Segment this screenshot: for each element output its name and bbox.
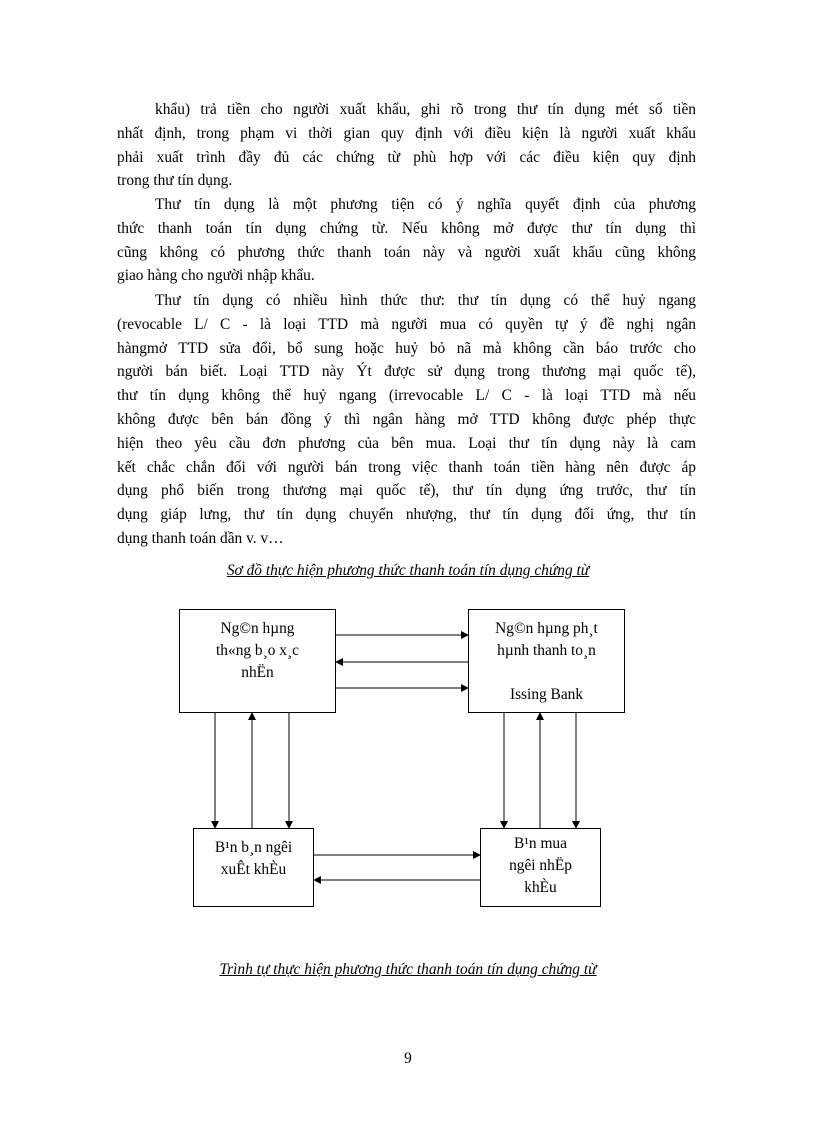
text-line: không được bên bán đồng ý thì ngân hàng mở TTD không được phép thực bbox=[117, 410, 696, 428]
text-line: cũng không có phương thức thanh toán này và người xuất khẩu cũng không bbox=[117, 243, 696, 261]
text-line: trong thư tín dụng. bbox=[117, 172, 233, 190]
text-line: dụng giáp lưng, thư tín dụng chuyển nhượng, thư tín dụng đối ứng, thư tín bbox=[117, 506, 696, 524]
issuing-bank-box bbox=[468, 609, 625, 713]
text-line: nhất định, trong phạm vi thời gian quy định với điều kiện là người xuất khẩu bbox=[117, 124, 696, 142]
box-line: Issing Bank bbox=[509, 686, 584, 703]
text-line: dụng phổ biến trong thương mại quốc tế), thư tín dụng ứng trước, thư tín bbox=[117, 482, 696, 500]
diagram-title: Sơ đồ thực hiện phương thức thanh toán tín dụng chứng từ bbox=[226, 562, 590, 579]
box-line: B¹n mua bbox=[514, 835, 567, 852]
text-line: giao hàng cho người nhập khẩu. bbox=[117, 267, 315, 285]
box-line: nhËn bbox=[241, 664, 274, 681]
text-line: dụng thanh toán dần v. v… bbox=[117, 529, 284, 547]
text-line: Thư tín dụng là một phương tiện có ý nghĩa quyết định của phương bbox=[155, 196, 696, 213]
text-line: phải xuất trình đầy đủ các chứng từ phù hợp với các điều kiện quy định bbox=[117, 148, 696, 166]
text-line: hàngmở TTD sửa đổi, bổ sung hoặc huỷ bỏ nã mà không cần báo trước cho bbox=[117, 339, 696, 357]
text-line: (revocable L/ C - là loại TTD mà người mua có quyền tự ý đề nghị ngân bbox=[117, 315, 696, 333]
text-line: thư tín dụng không thể huỷ ngang (irrevocable L/ C - là loại TTD mà nếu bbox=[117, 387, 696, 405]
text-line: người bán biết. Loại TTD này Ýt được sử dụng trong thương mại quốc tế), bbox=[117, 363, 696, 381]
box-line: th«ng b¸o x¸c bbox=[216, 642, 299, 659]
text-line: hiện theo yêu cầu đơn phương của bên mua. Loại thư tín dụng này là cam bbox=[117, 434, 696, 452]
box-line: xuÊt khÈu bbox=[220, 861, 287, 878]
text-line: thức thanh toán tín dụng chứng từ. Nếu không mở được thư tín dụng thì bbox=[117, 219, 696, 237]
box-line: khÈu bbox=[524, 879, 557, 896]
text-line: Thư tín dụng có nhiều hình thức thư: thư tín dụng có thể huỷ ngang bbox=[155, 292, 696, 309]
box-line: B¹n b¸n ngêi bbox=[214, 839, 293, 856]
box-line: ngêi nhËp bbox=[509, 857, 572, 874]
text-line: kết chắc chắn đối với người bán trong việc thanh toán tiền hàng nên được áp bbox=[117, 458, 696, 476]
exporter-box bbox=[193, 828, 314, 907]
box-line: hµnh thanh to¸n bbox=[497, 642, 596, 659]
diagram-footer-caption: Trình tự thực hiện phương thức thanh toán tín dụng chứng từ bbox=[219, 961, 597, 978]
box-line bbox=[469, 662, 624, 684]
box-line: Ng©n hµng bbox=[220, 620, 295, 637]
text-line: khẩu) trả tiền cho người xuất khẩu, ghi rõ trong thư tín dụng mét số tiền bbox=[155, 101, 696, 118]
importer-box bbox=[480, 828, 601, 907]
box-line: Ng©n hµng ph¸t bbox=[495, 620, 598, 637]
advising-bank-box bbox=[179, 609, 336, 713]
page-number: 9 bbox=[404, 1050, 412, 1067]
